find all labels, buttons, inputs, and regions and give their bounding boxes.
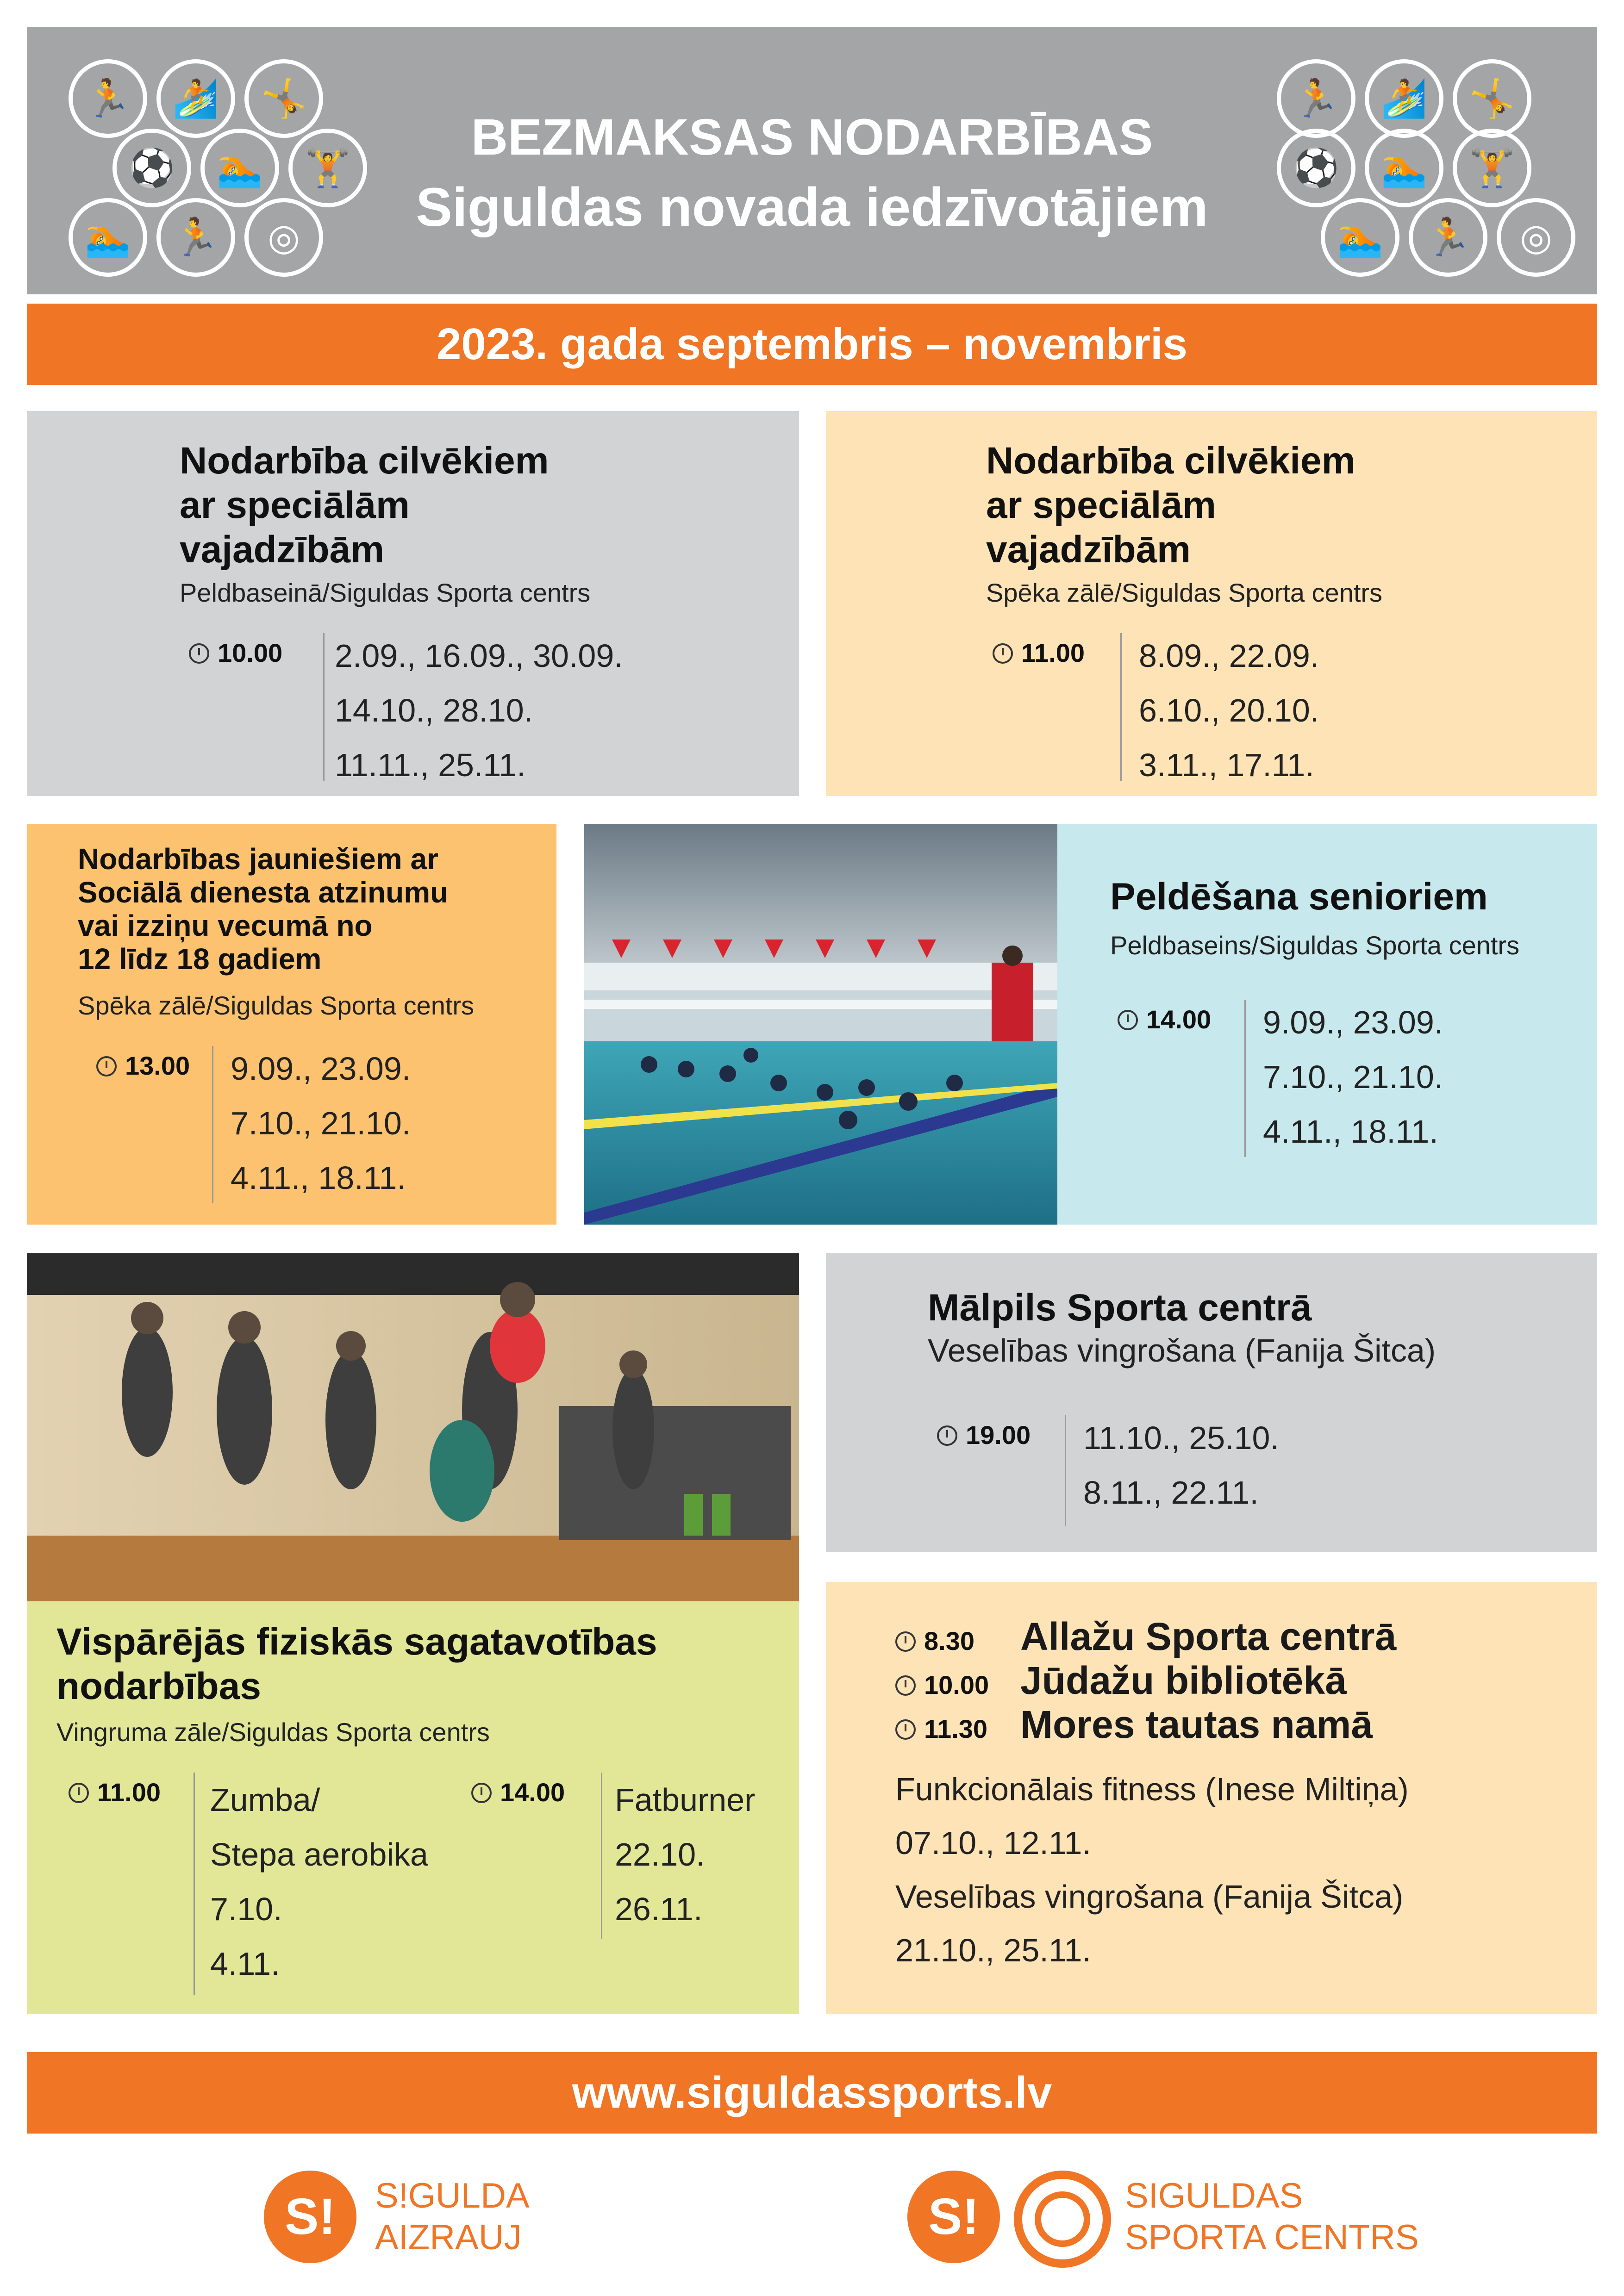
clock-icon bbox=[895, 1719, 916, 1740]
card-special-needs-pool bbox=[27, 411, 799, 796]
card-malpils bbox=[826, 1253, 1597, 1552]
card-general-fitness bbox=[27, 1601, 799, 2014]
swimming-icon: 🏊 bbox=[1321, 198, 1399, 277]
venue-row: 10.00 Jūdažu bibliotēkā bbox=[895, 1658, 1396, 1702]
runner-icon: 🏃 bbox=[69, 59, 147, 138]
clock-icon bbox=[471, 1783, 492, 1803]
card-location: Peldbaseins/Siguldas Sporta centrs bbox=[1110, 931, 1520, 960]
water-aerobics-icon: 🏊 bbox=[200, 129, 279, 207]
header-title: BEZMAKSAS NODARBĪBAS bbox=[471, 109, 1153, 166]
card-location: Vingruma zāle/Siguldas Sporta centrs bbox=[56, 1717, 490, 1747]
sigulda-aizrauj-text: S!GULDA AIZRAUJ bbox=[375, 2176, 530, 2257]
card-title: Peldēšana senioriem bbox=[1110, 876, 1488, 918]
card-title: Vispārējās fiziskās sagatavotības nodarbības bbox=[56, 1621, 657, 1707]
header-subtitle: Siguldas novada iedzīvotājiem bbox=[416, 177, 1208, 238]
swimming-icon: 🏊 bbox=[69, 198, 147, 277]
sports-centre-logo: S! bbox=[907, 2171, 1000, 2263]
period-banner: 2023. gada septembris – novembris bbox=[27, 304, 1597, 385]
card-allazi-judazi-more bbox=[826, 1582, 1597, 2014]
card-dates: 9.09., 23.09. 7.10., 21.10. 4.11., 18.11. bbox=[231, 1051, 411, 1196]
clock-icon bbox=[937, 1425, 957, 1446]
card-time: 19.00 bbox=[937, 1420, 1031, 1450]
swimmer-icon: 🏄 bbox=[156, 59, 235, 138]
divider bbox=[212, 1046, 213, 1203]
card-seniors-swimming bbox=[1057, 824, 1597, 1225]
stadium-track-icon: ◎ bbox=[1497, 198, 1575, 277]
sigulda-aizrauj-logo: S! bbox=[264, 2171, 356, 2263]
clock-icon bbox=[189, 643, 209, 664]
card-youth bbox=[27, 824, 556, 1225]
card-title: Nodarbība cilvēkiem ar speciālām vajadzībām bbox=[180, 440, 549, 571]
card-special-needs-gym bbox=[826, 411, 1597, 796]
weightlifting-icon: 🏋 bbox=[288, 129, 367, 207]
clock-icon bbox=[895, 1631, 916, 1652]
card-location: Peldbaseinā/Siguldas Sporta centrs bbox=[180, 578, 591, 607]
divider bbox=[1120, 633, 1122, 781]
website-link[interactable]: www.siguldassports.lv bbox=[27, 2052, 1597, 2134]
clock-icon bbox=[69, 1783, 89, 1803]
swimmer-icon: 🏄 bbox=[1365, 59, 1443, 138]
clock-icon bbox=[96, 1056, 117, 1076]
divider bbox=[601, 1773, 602, 1939]
sports-centre-ring-inner bbox=[1035, 2191, 1090, 2247]
stretch-icon: 🤸 bbox=[244, 59, 323, 138]
card-location: Spēka zālē/Siguldas Sporta centrs bbox=[986, 578, 1383, 607]
card-lines: Funkcionālais fitness (Inese Miltiņa) 07.10., 12.11. Veselības vingrošana (Fanija Šitca) 21.10., 25.11. bbox=[895, 1771, 1409, 1968]
clock-icon bbox=[895, 1675, 916, 1696]
divider bbox=[194, 1773, 195, 1995]
card-time: 13.00 bbox=[96, 1051, 190, 1081]
card-dates: 8.09., 22.09. 6.10., 20.10. 3.11., 17.11. bbox=[1139, 638, 1319, 783]
card-time: 10.00 bbox=[189, 638, 282, 668]
card-title: Nodarbība cilvēkiem ar speciālām vajadzībām bbox=[986, 440, 1355, 571]
football-icon: ⚽ bbox=[1277, 129, 1355, 207]
stretch-icon: 🤸 bbox=[1453, 59, 1531, 138]
weightlifting-icon: 🏋 bbox=[1453, 129, 1531, 207]
clock-icon bbox=[1118, 1010, 1138, 1030]
treadmill-icon: 🏃 bbox=[1409, 198, 1487, 277]
water-aerobics-icon: 🏊 bbox=[1365, 129, 1443, 207]
card-dates: 11.10., 25.10. 8.11., 22.11. bbox=[1083, 1420, 1279, 1511]
card-dates: 2.09., 16.09., 30.09. 14.10., 28.10. 11.11., 25.11. bbox=[335, 638, 623, 783]
card-time: 14.00 bbox=[1118, 1004, 1211, 1034]
treadmill-icon: 🏃 bbox=[156, 198, 235, 277]
card-title: Nodarbības jauniešiem ar Sociālā dienesta atzinumu vai izziņu vecumā no 12 līdz 18 gadiem bbox=[78, 842, 449, 976]
stadium-track-icon: ◎ bbox=[244, 198, 323, 277]
divider bbox=[323, 633, 325, 781]
zumba-photo bbox=[27, 1253, 799, 1601]
sports-centre-text: SIGULDAS SPORTA CENTRS bbox=[1125, 2176, 1419, 2257]
card-time: 11.00 bbox=[993, 638, 1085, 668]
card-dates: 9.09., 23.09. 7.10., 21.10. 4.11., 18.11. bbox=[1263, 1004, 1443, 1150]
card-title: Mālpils Sporta centrā bbox=[928, 1287, 1312, 1329]
card-time-b: 14.00 bbox=[471, 1777, 565, 1807]
clock-icon bbox=[993, 643, 1013, 664]
divider bbox=[1065, 1415, 1066, 1526]
card-lines-a: Zumba/ Stepa aerobika 7.10. 4.11. bbox=[210, 1782, 428, 1982]
venue-row: 11.30 Mores tautas namā bbox=[895, 1702, 1396, 1746]
card-subtitle: Veselības vingrošana (Fanija Šitca) bbox=[928, 1332, 1436, 1369]
sport-icons-left bbox=[69, 59, 351, 277]
card-location: Spēka zālē/Siguldas Sporta centrs bbox=[78, 991, 475, 1020]
card-lines-b: Fatburner 22.10. 26.11. bbox=[615, 1782, 756, 1927]
pool-photo bbox=[584, 824, 1057, 1225]
divider bbox=[1244, 1000, 1246, 1157]
runner-icon: 🏃 bbox=[1277, 59, 1355, 138]
venue-row: 8.30 Allažu Sporta centrā bbox=[895, 1614, 1396, 1658]
header-panel bbox=[27, 27, 1597, 294]
sport-icons-right bbox=[1277, 59, 1552, 277]
card-time-a: 11.00 bbox=[69, 1777, 161, 1807]
venue-list bbox=[895, 1614, 1396, 1746]
football-icon: ⚽ bbox=[112, 129, 191, 207]
